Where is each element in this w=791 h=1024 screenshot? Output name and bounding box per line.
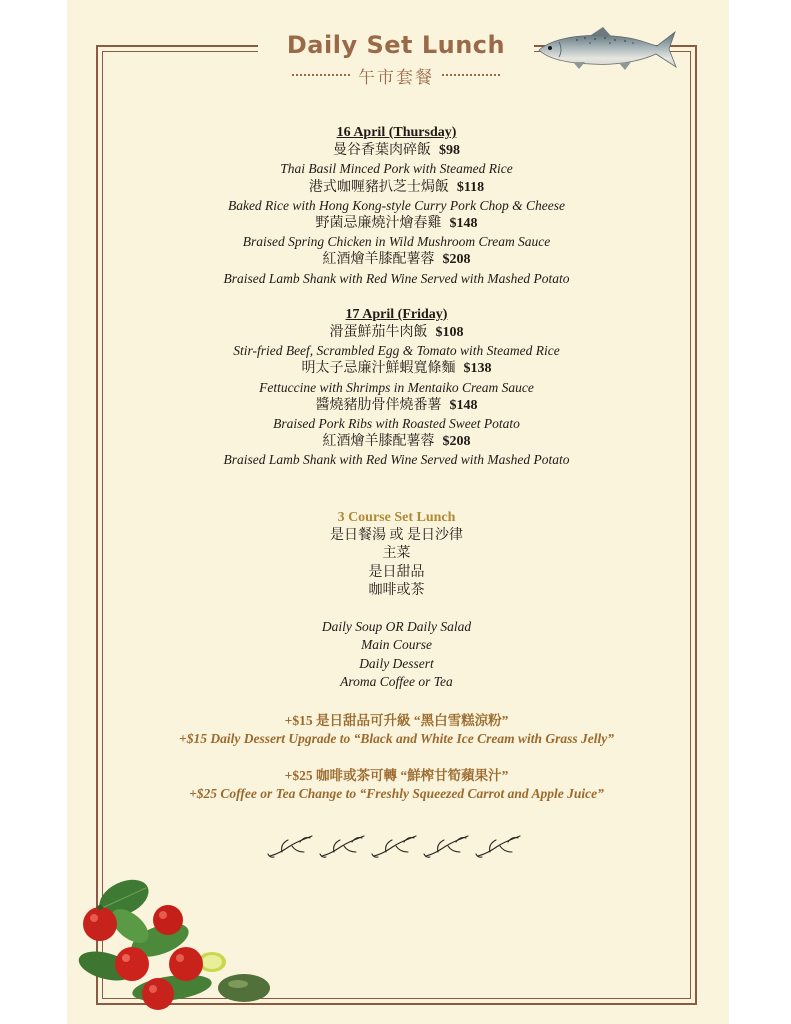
day2-item2-en: Fettuccine with Shrimps in Mentaiko Cream Sauce [259,379,534,395]
dotted-rule-left [292,74,350,76]
menu-title-zh: 午市套餐 [358,67,434,88]
drink-upgrade-en: +$25 Coffee or Tea Change to “Freshly Squeezed Carrot and Apple Juice” [189,785,604,801]
day2-item1-en: Stir-fried Beef, Scrambled Egg & Tomato with Steamed Rice [233,343,560,359]
three-course-section [102,509,691,691]
day2-item3-en: Braised Pork Ribs with Roasted Sweet Potato [273,416,520,431]
dish-name-zh: 港式咖喱豬扒芝士焗飯 [308,179,449,195]
menu-title: Daily Set Lunch [286,31,506,59]
dish-price: $208 [442,434,471,450]
course-title: 3 Course Set Lunch [337,510,456,525]
upgrade-section [102,712,691,803]
course-zh-line: 是日甜品 [368,564,425,580]
spacer [102,288,691,306]
day2-item3-zh [102,397,691,415]
day1-date: 16 April (Thursday) [336,125,457,140]
day1-item3-en: Braised Spring Chicken in Wild Mushroom Cream Sauce [242,234,551,250]
spacer [102,748,691,766]
course-zh-line: 是日餐湯 或 是日沙律 [330,528,463,544]
daily-menu-section [102,124,691,470]
day2-item4-zh [102,433,691,451]
course-en-line: Main Course [361,637,432,653]
dish-name-zh: 紅酒燴羊膝配薯蓉 [322,252,435,268]
dish-price: $208 [442,252,471,268]
day2-date: 17 April (Friday) [345,306,448,322]
dish-price: $98 [439,143,460,159]
dish-name-zh: 曼谷香葉肉碎飯 [333,143,431,159]
day1-item4-en: Braised Lamb Shank with Red Wine Served with Mashed Potato [223,270,570,286]
dish-price: $148 [449,397,478,413]
dish-name-zh: 醬燒豬肋骨伴燒番薯 [315,397,442,413]
dish-price: $138 [463,361,492,377]
tomato-basil-illustration [72,878,278,1014]
day1-item2-en: Baked Rice with Hong Kong-style Curry Pork Chop & Cheese [227,197,566,213]
course-zh-line: 主菜 [382,546,411,562]
drink-upgrade-zh: +$25 咖啡或茶可轉 “鮮榨甘筍蘋果汁” [284,767,509,783]
dessert-upgrade-en: +$15 Daily Dessert Upgrade to “Black and White Ice Cream with Grass Jelly” [179,731,614,747]
dish-name-zh: 滑蛋鮮茄牛肉飯 [329,325,428,341]
dish-price: $108 [435,325,464,341]
day2-item1-zh [102,324,691,342]
course-en-line: Daily Soup OR Daily Salad [321,619,472,635]
course-en-line: Aroma Coffee or Tea [340,673,453,689]
day1-item1-zh [102,142,691,160]
day2-item2-zh [102,360,691,378]
day1-item3-zh [102,215,691,233]
day2-item4-en: Braised Lamb Shank with Red Wine Served with Mashed Potato [223,452,570,468]
day1-item1-en: Thai Basil Minced Pork with Steamed Rice [280,161,513,177]
dotted-rule-right [442,74,500,76]
day1-item4-zh [102,251,691,269]
spacer [102,600,691,618]
dish-name-zh: 紅酒燴羊膝配薯蓉 [322,434,435,450]
course-en-line: Daily Dessert [359,655,434,671]
dessert-upgrade-zh: +$15 是日甜品可升級 “黑白雪糕涼粉” [284,713,509,728]
dish-price: $148 [449,215,478,231]
dish-name-zh: 野菌忌廉燒汁燴春雞 [315,215,442,231]
dish-price: $118 [456,179,485,195]
menu-subtitle-row [258,64,534,86]
dish-name-zh: 明太子忌廉汁鮮蝦寬條麵 [301,361,456,377]
vine-flourish-icon [266,832,524,864]
salmon-fish-icon [533,24,679,74]
course-zh-line: 咖啡或茶 [368,582,425,598]
day1-item2-zh [102,179,691,197]
